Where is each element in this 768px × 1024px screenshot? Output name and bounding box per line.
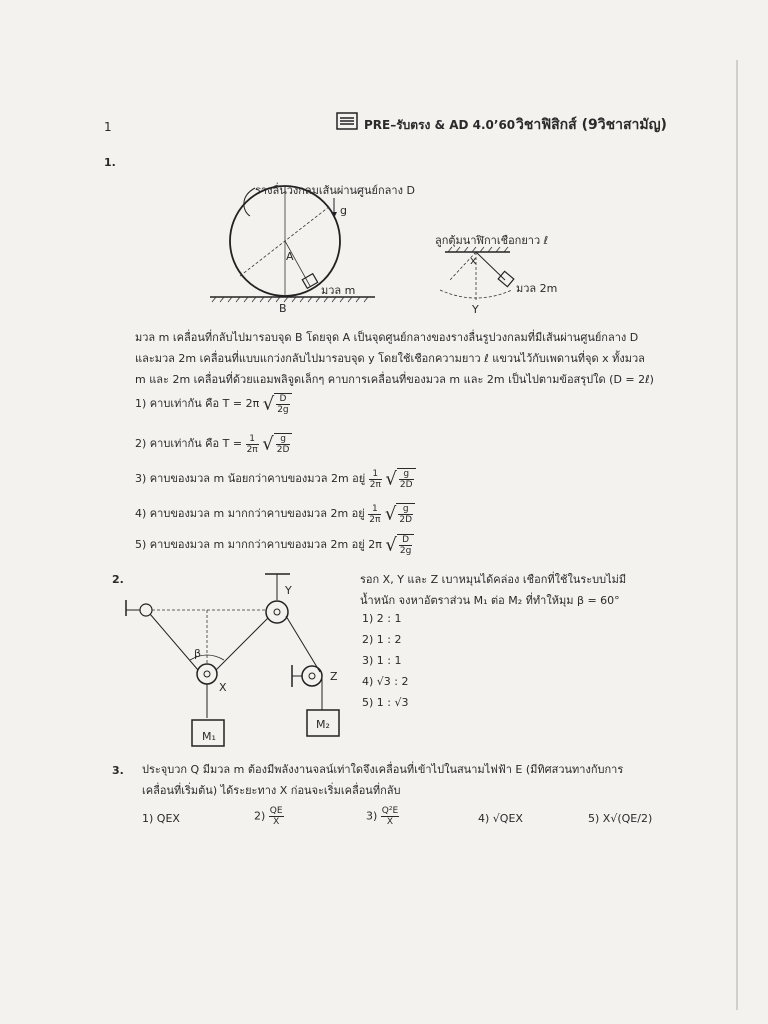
q1-number: 1. — [104, 156, 116, 169]
q3-option-1[interactable]: 1) QEX — [142, 812, 180, 825]
point-x-label: x — [470, 254, 477, 267]
q3-stem-line2: เคลื่อนที่เริ่มต้น) ได้ระยะทาง X ก่อนจะเริ่มเคลื่อนที่กลับ — [142, 784, 401, 797]
beta-label: β — [194, 647, 202, 660]
pulley-y — [266, 601, 288, 623]
pulley-x — [197, 664, 217, 684]
q1-option-1[interactable]: 1) คาบเท่ากัน คือ T = 2π √ $\frac{D}{2g}$ — [135, 393, 292, 415]
rail-label: รางลื่นวงกลมเส้นผ่านศูนย์กลาง D — [255, 184, 415, 197]
pulley-y-label: Y — [285, 584, 292, 597]
page-number: 1 — [104, 120, 112, 134]
mass-m-label: มวล m — [321, 284, 356, 297]
pulley-z-label: Z — [330, 670, 338, 683]
q3-option-2[interactable]: 2) $\frac{QE}{X}$ — [254, 806, 283, 827]
header-title-subject: วิชาฟิสิกส์ (9วิชาสามัญ) — [516, 117, 667, 133]
pendulum-label: ลูกตุ้มนาฬิกาเชือกยาว ℓ — [435, 234, 549, 247]
q3-stem-line1: ประจุบวก Q มีมวล m ต้องมีพลังงานจลน์เท่าใดจึงเคลื่อนที่เข้าไปในสนามไฟฟ้า E (มีทิศสวนทางกับการ — [142, 763, 624, 776]
point-y-label: Y — [472, 303, 479, 316]
pulley-x-label: X — [219, 681, 227, 694]
q1-option-2[interactable]: 2) คาบเท่ากัน คือ T = $\frac{1}{2\pi}$ √ $\frac{g}{2D}$ — [135, 433, 292, 455]
point-a-label: A — [286, 250, 294, 263]
mass-m2-label: M₂ — [316, 718, 330, 731]
q2-option-3[interactable]: 3) 1 : 1 — [362, 654, 402, 667]
g-label: g — [340, 204, 347, 217]
q3-number: 3. — [112, 764, 124, 777]
mass-2m-label: มวล 2m — [516, 282, 558, 295]
q2-option-2[interactable]: 2) 1 : 2 — [362, 633, 402, 646]
q2-option-5[interactable]: 5) 1 : √3 — [362, 696, 409, 709]
point-b-label: B — [279, 302, 287, 315]
q1-option-3[interactable]: 3) คาบของมวล m น้อยกว่าคาบของมวล 2m อยู่ $\frac{1}{2\pi}$ √ $\frac{g}{2D}$ — [135, 468, 416, 490]
q1-stem-line1: มวล m เคลื่อนที่กลับไปมารอบจุด B โดยจุด A เป็นจุดศูนย์กลางของรางลื่นรูปวงกลมที่มีเส้นผ่านศูนย์กลาง D — [135, 331, 639, 344]
q1-stem-line3: m และ 2m เคลื่อนที่ด้วยแอมพลิจูดเล็กๆ คาบการเคลื่อนที่ของมวล m และ 2m เป็นไปตามข้อสรุปใด (D = 2ℓ) — [135, 373, 654, 386]
q3-option-4[interactable]: 4) √QEX — [478, 812, 523, 825]
mass-m1-label: M₁ — [202, 730, 216, 743]
page-edge-shadow — [736, 60, 738, 1010]
q2-number: 2. — [112, 573, 124, 586]
q2-stem-line1: รอก X, Y และ Z เบาหมุนได้คล่อง เชือกที่ใช้ในระบบไม่มี — [360, 573, 627, 586]
mass-2m-block — [498, 271, 514, 286]
book-icon — [336, 112, 358, 130]
q1-stem-line2: และมวล 2m เคลื่อนที่แบบแกว่งกลับไปมารอบจุด y โดยใช้เชือกความยาว ℓ แขวนไว้กับเพดานที่จุด x ทั้งมวล — [135, 352, 645, 365]
q3-option-5[interactable]: 5) X√(QE/2) — [588, 812, 653, 825]
q3-option-3[interactable]: 3) $\frac{\text{Q²E}}{X}$ — [366, 806, 399, 827]
pulley-z — [302, 666, 322, 686]
q1-option-4[interactable]: 4) คาบของมวล m มากกว่าคาบของมวล 2m อยู่ $\frac{1}{2\pi}$ √ $\frac{g}{2D}$ — [135, 503, 415, 525]
header-title-prefix: PRE–รับตรง & AD 4.0’60 — [364, 118, 516, 132]
q2-stem-line2: น้ำหนัก จงหาอัตราส่วน M₁ ต่อ M₂ ที่ทำให้มุม β = 60° — [360, 594, 620, 607]
q2-option-4[interactable]: 4) √3 : 2 — [362, 675, 409, 688]
q1-option-5[interactable]: 5) คาบของมวล m มากกว่าคาบของมวล 2m อยู่ 2π √ $\frac{D}{2g}$ — [135, 534, 414, 556]
q2-option-1[interactable]: 1) 2 : 1 — [362, 612, 402, 625]
